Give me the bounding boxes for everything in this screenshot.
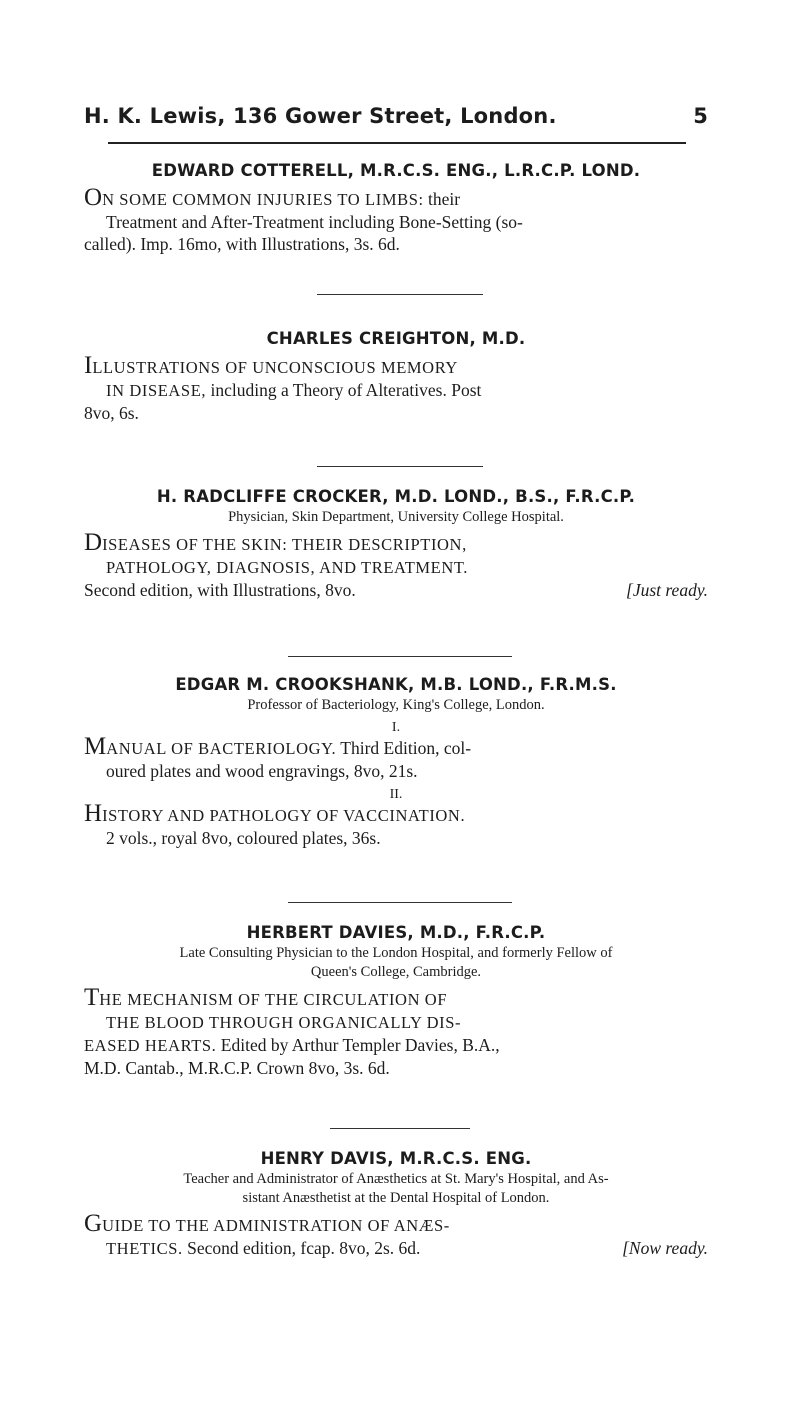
page-number: 5 — [693, 104, 708, 128]
book-title: HE MECHANISM OF THE CIRCULATION OF — [99, 990, 448, 1009]
book-description-line: Second edition, with Illustrations, 8vo. [Just ready. — [84, 580, 708, 600]
book-description-line: IN DISEASE, including a Theory of Alteratives. Post — [106, 380, 482, 400]
book-title: N SOME COMMON INJURIES TO LIMBS: — [102, 190, 424, 209]
book-description — [84, 529, 708, 556]
author-affiliation: Physician, Skin Department, University College Hospital. — [228, 509, 564, 525]
entry-crookshank — [84, 674, 708, 849]
author-affiliation: sistant Anæsthetist at the Dental Hospital of London. — [242, 1190, 550, 1206]
book-description-line: Treatment and After-Treatment including Bone-Setting (so- — [106, 212, 523, 232]
book-title: UIDE TO THE ADMINISTRATION OF ANÆS- — [102, 1216, 450, 1235]
header-rule — [108, 142, 686, 144]
book-description: ON SOME COMMON INJURIES TO LIMBS: their — [84, 184, 461, 211]
book-description-line: 2 vols., royal 8vo, coloured plates, 36s. — [106, 828, 381, 848]
entry-davies — [84, 922, 708, 1079]
publisher-address: H. K. Lewis, 136 Gower Street, London. — [84, 104, 557, 128]
separator-rule — [288, 656, 512, 657]
entry-creighton — [84, 328, 708, 424]
book-description — [84, 800, 708, 827]
title-initial: G — [84, 1210, 103, 1237]
entry-davis — [84, 1148, 708, 1260]
book-title: LLUSTRATIONS OF UNCONSCIOUS MEMORY — [92, 358, 458, 377]
book-description-line: oured plates and wood engravings, 8vo, 21s. — [106, 761, 418, 781]
book-description-line: EASED HEARTS. Edited by Arthur Templer Davies, B.A., — [84, 1035, 500, 1055]
author-affiliation: Professor of Bacteriology, King's College, London. — [247, 697, 545, 713]
book-description-line: PATHOLOGY, DIAGNOSIS, AND TREATMENT. — [106, 558, 469, 577]
book-description-line: called). Imp. 16mo, with Illustrations, 3s. 6d. — [84, 234, 400, 254]
availability-status: [Just ready. — [626, 580, 708, 600]
author-name: EDWARD COTTERELL, M.R.C.S. ENG., L.R.C.P. LOND. — [151, 161, 641, 180]
author-name: CHARLES CREIGHTON, M.D. — [266, 329, 526, 348]
entry-crocker — [84, 486, 708, 601]
book-description-line: 8vo, 6s. — [84, 403, 139, 423]
separator-rule — [288, 902, 512, 903]
work-number: II. — [389, 787, 403, 802]
title-initial: D — [84, 529, 103, 556]
author-name: HERBERT DAVIES, M.D., F.R.C.P. — [246, 923, 546, 942]
book-title: ANUAL OF BACTERIOLOGY. — [106, 739, 337, 758]
book-description — [84, 352, 708, 379]
book-description — [84, 984, 708, 1011]
entry-cotterell — [84, 160, 708, 255]
title-initial: I — [84, 352, 93, 379]
separator-rule — [317, 294, 483, 295]
availability-status: [Now ready. — [622, 1238, 708, 1258]
book-description: MANUAL OF BACTERIOLOGY. Third Edition, col- — [84, 733, 472, 760]
book-title: ISEASES OF THE SKIN: THEIR DESCRIPTION, — [102, 535, 467, 554]
separator-rule — [317, 466, 483, 467]
author-name: H. RADCLIFFE CROCKER, M.D. LOND., B.S., F.R.C.P. — [156, 487, 636, 506]
book-description-line: THE BLOOD THROUGH ORGANICALLY DIS- — [106, 1013, 462, 1032]
book-title: ISTORY AND PATHOLOGY OF VACCINATION. — [102, 806, 466, 825]
separator-rule — [330, 1128, 470, 1129]
title-initial: M — [84, 733, 107, 760]
book-description — [84, 1210, 708, 1237]
author-affiliation: Queen's College, Cambridge. — [310, 964, 482, 980]
title-initial: H — [84, 800, 103, 827]
work-number: I. — [391, 720, 401, 735]
author-affiliation: Teacher and Administrator of Anæsthetics at St. Mary's Hospital, and As- — [183, 1171, 609, 1187]
book-description-line: M.D. Cantab., M.R.C.P. Crown 8vo, 3s. 6d. — [84, 1058, 390, 1078]
author-name: HENRY DAVIS, M.R.C.S. ENG. — [260, 1149, 532, 1168]
title-initial: T — [84, 984, 100, 1011]
running-head — [84, 104, 708, 128]
book-description-line: THETICS. Second edition, fcap. 8vo, 2s. 6d. [Now ready. — [106, 1238, 708, 1258]
author-affiliation: Late Consulting Physician to the London Hospital, and formerly Fellow of — [179, 945, 613, 961]
title-initial: O — [84, 184, 103, 211]
author-name: EDGAR M. CROOKSHANK, M.B. LOND., F.R.M.S. — [175, 675, 617, 694]
